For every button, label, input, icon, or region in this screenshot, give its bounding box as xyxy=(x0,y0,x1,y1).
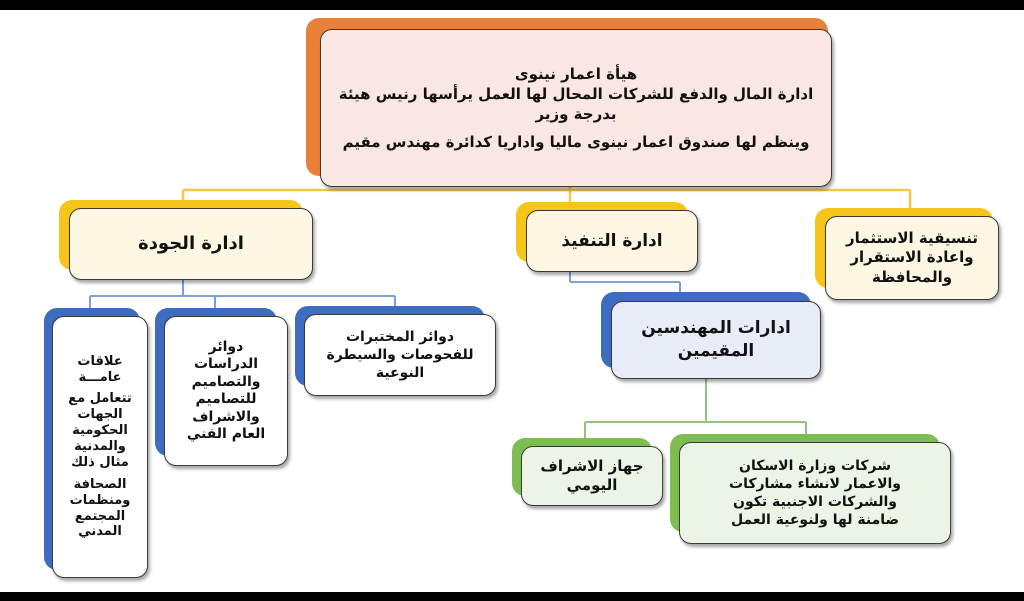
studies-line-1: دوائر xyxy=(208,338,244,355)
top-line-3: وينظم لها صندوق اعمار نينوى ماليا واداريا كدائرة مهندس مقيم xyxy=(342,133,810,152)
relations-line-10: المجتمع xyxy=(74,508,126,524)
relations-line-2: عامـــة xyxy=(78,369,122,385)
relations-line-11: المدني xyxy=(78,524,122,540)
labs-line-1: دوائر المختبرات xyxy=(345,328,455,345)
relations-line-1: علاقات xyxy=(77,353,123,369)
relations-line-4: الجهات xyxy=(77,407,123,423)
engineers-line-2: المقيمين xyxy=(677,341,755,361)
relations-line-8: الصحافة xyxy=(73,476,127,492)
labs-line-2: للفحوصات والسيطرة xyxy=(326,346,474,363)
studies-line-6: العام الفني xyxy=(186,426,266,442)
supervision-line-2: اليومي xyxy=(566,476,618,494)
companies-line-2: والاعمار لانشاء مشاركات xyxy=(729,475,901,492)
engineers-line-1: ادارات المهندسين xyxy=(641,318,791,339)
studies-line-3: والتصاميم xyxy=(191,373,261,390)
relations-line-9: ومنظمات xyxy=(69,492,131,508)
quality-title: ادارة الجودة xyxy=(138,232,244,254)
investment-line-3: والمحافظة xyxy=(871,267,953,286)
relations-line-3: تتعامل مع xyxy=(68,391,132,407)
top-title: هيأة اعمار نينوى xyxy=(514,64,638,83)
studies-line-4: للتصاميم xyxy=(195,391,257,407)
relations-line-5: الحكومية xyxy=(72,423,128,439)
investment-line-1: تنسيقية الاستثمار xyxy=(846,228,979,247)
relations-line-6: والمدنية xyxy=(74,439,126,455)
execution-title: ادارة التنفيذ xyxy=(561,230,663,251)
supervision-line-1: جهاز الاشراف xyxy=(540,456,644,475)
studies-line-5: والاشراف xyxy=(192,408,260,425)
relations-line-7: مثال ذلك xyxy=(71,454,129,470)
companies-line-4: ضامنة لها ولنوعية العمل xyxy=(730,512,900,529)
studies-line-2: الدراسات xyxy=(193,356,259,372)
companies-line-1: شركات وزارة الاسكان xyxy=(739,457,891,474)
investment-line-2: واعادة الاستقرار xyxy=(850,248,974,267)
top-line-1: ادارة المال والدفع للشركات المحال لها العمل يرأسها رنيس هيئة xyxy=(338,84,814,103)
top-line-2: بدرجة وزير xyxy=(535,105,617,123)
companies-line-3: والشركات الاجنبية تكون xyxy=(733,494,898,510)
labs-line-3: النوعية xyxy=(375,365,425,382)
